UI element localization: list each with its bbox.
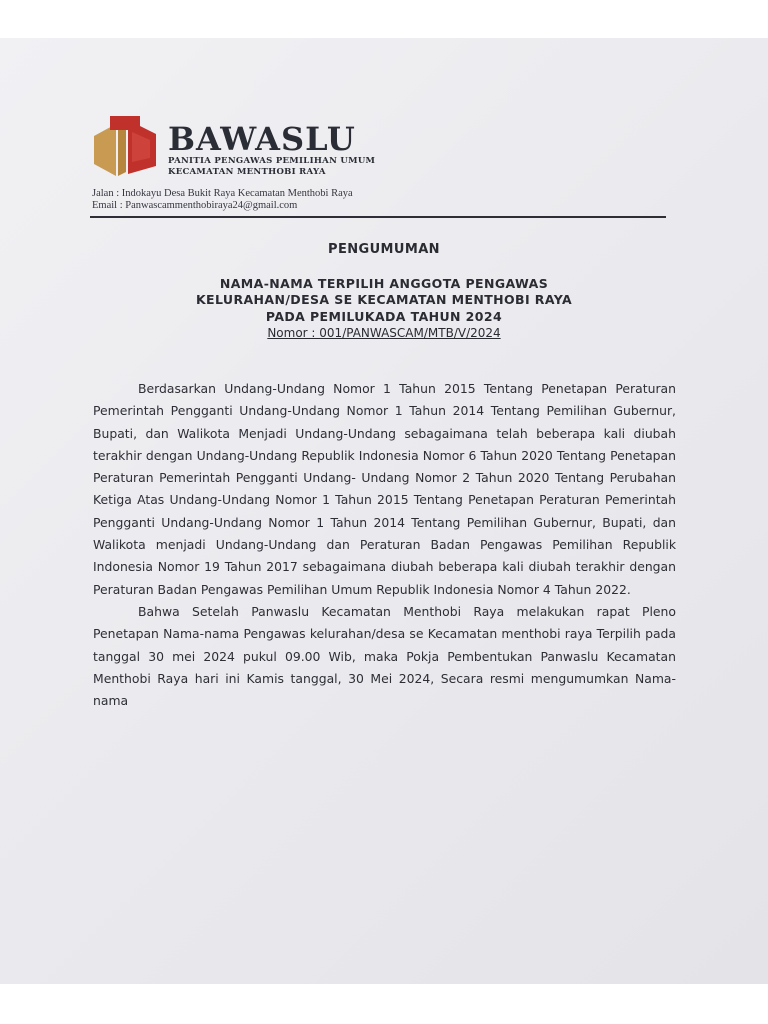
org-line-2: KECAMATAN MENTHOBI RAYA — [168, 167, 326, 177]
title-line-2: KELURAHAN/DESA SE KECAMATAN MENTHOBI RAYA — [195, 292, 573, 307]
email: Email : Panwascammenthobiraya24@gmail.com — [92, 200, 298, 211]
paragraph-2: Bahwa Setelah Panwaslu Kecamatan Menthobi Raya melakukan rapat Pleno Penetapan Nama-nama Pengawas kelurahan/desa se Kecamatan menthobi raya Terpilih pada tanggal 30 mei 2024 pukul 09.00 Wib, maka Pokja Pembentukan Panwaslu Kecamatan Menthobi Raya hari ini Kamis tanggal, 30 Mei 2024, Secara resmi mengumumkan Nama-nama — [93, 603, 676, 709]
announcement-heading: PENGUMUMAN — [328, 242, 440, 257]
title-line-1: NAMA-NAMA TERPILIH ANGGOTA PENGAWAS — [219, 276, 549, 291]
org-line-1: PANITIA PENGAWAS PEMILIHAN UMUM — [168, 156, 376, 166]
letterhead-divider — [90, 216, 666, 218]
body-text — [93, 378, 676, 712]
bawaslu-logo-icon — [90, 114, 162, 186]
document-number — [0, 326, 768, 340]
document-page — [0, 38, 768, 984]
paragraph-1: Berdasarkan Undang-Undang Nomor 1 Tahun 2015 Tentang Penetapan Peraturan Pemerintah Pengganti Undang-Undang Nomor 1 Tahun 2014 Tentang Pemilihan Gubernur, Bupati, dan Walikota Menjadi Undang-Undang sebagaimana telah beberapa kali diubah terakhir dengan Undang-Undang Republik Indonesia Nomor 6 Tahun 2020 Tentang Penetapan Peraturan Pemerintah Pengganti Undang- Undang Nomor 2 Tahun 2020 Tentang Perubahan Ketiga Atas Undang-Undang Nomor 1 Tahun 2015 Tentang Penetapan Peraturan Pemerintah Pengganti Undang-Undang Nomor 1 Tahun 2014 Tentang Pemilihan Gubernur, Bupati, dan Walikota menjadi Undang-Undang dan Peraturan Badan Pengawas Pemilihan Republik Indonesia Nomor 19 Tahun 2017 sebagaimana diubah beberapa kali diubah terakhir dengan Peraturan Badan Pengawas Pemilihan Umum Republik Indonesia Nomor 4 Tahun 2022. — [93, 381, 676, 597]
title-line-3: PADA PEMILUKADA TAHUN 2024 — [265, 309, 503, 324]
document-number-text: Nomor : 001/PANWASCAM/MTB/V/2024 — [267, 326, 501, 340]
address: Jalan : Indokayu Desa Bukit Raya Kecamatan Menthobi Raya — [92, 188, 353, 199]
brand-name: BAWASLU — [168, 120, 356, 158]
